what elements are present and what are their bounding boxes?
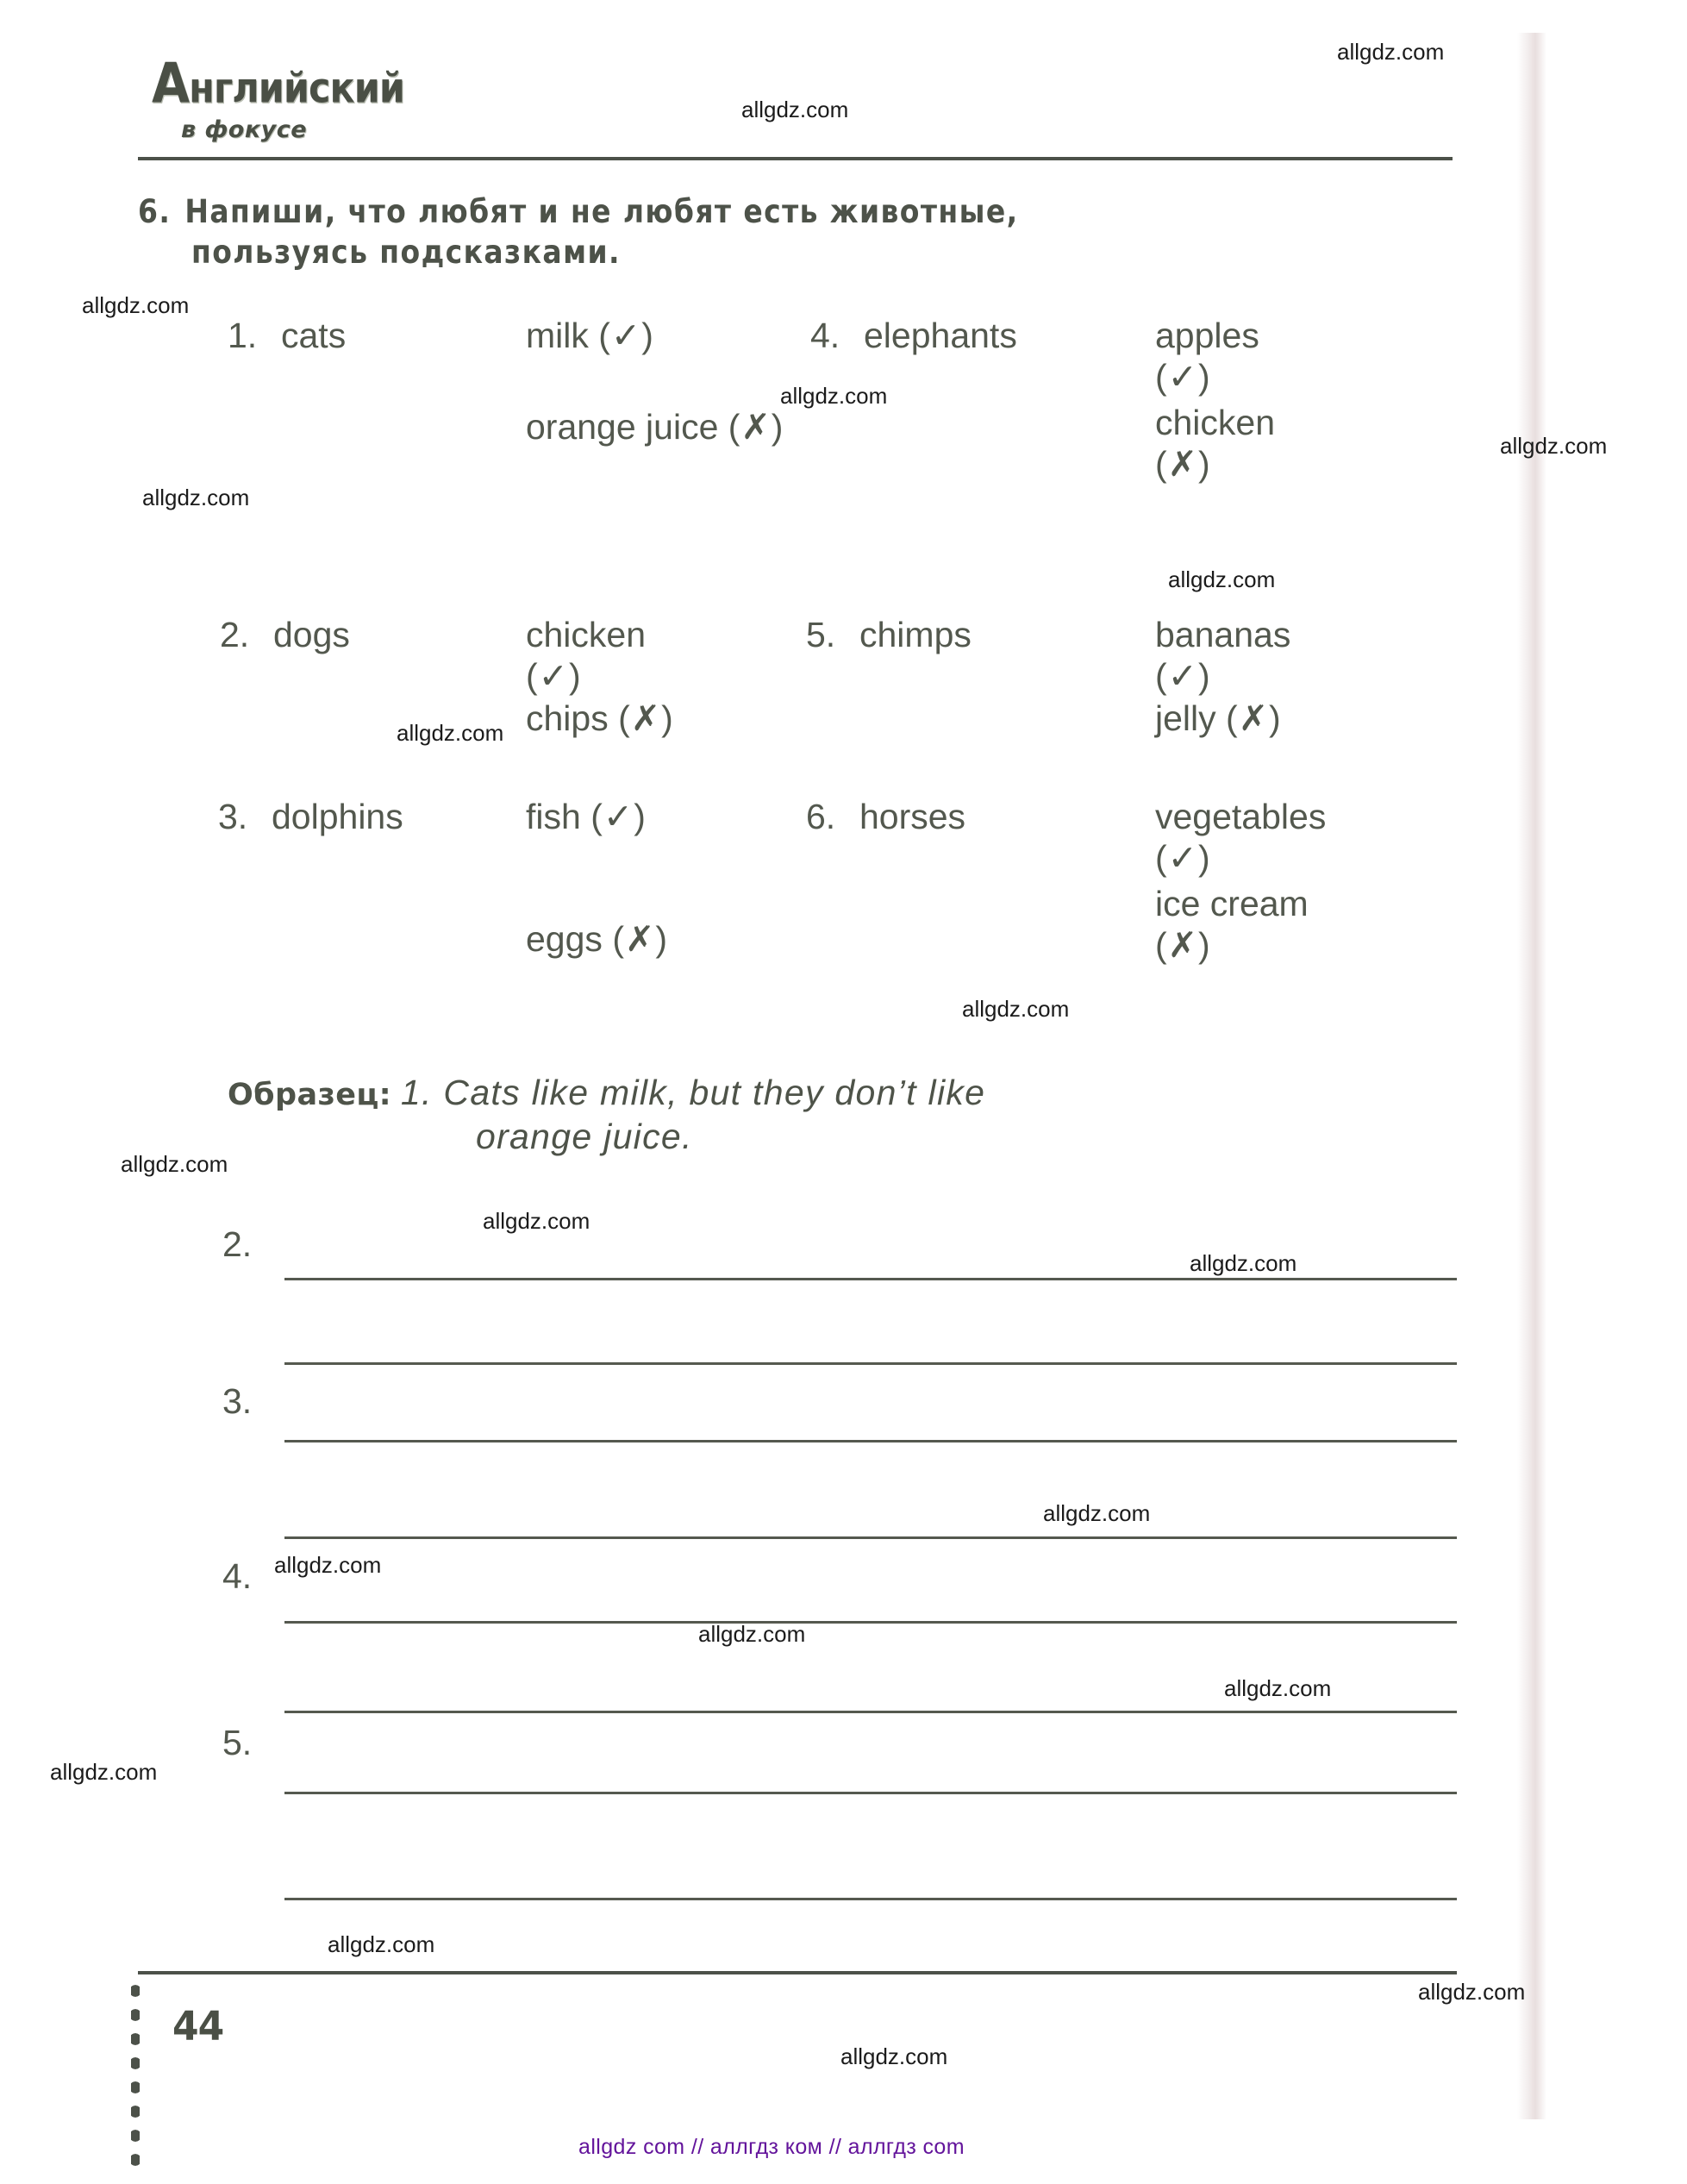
check-icon: (✓) [590, 797, 647, 836]
watermark: allgdz.com [1190, 1250, 1297, 1276]
cross-icon: (✗) [618, 698, 674, 738]
prompt-foods-4 [1155, 315, 1414, 485]
answer-writing-line[interactable] [284, 1362, 1457, 1365]
task-number: 6. [138, 192, 172, 230]
watermark: allgdz.com [483, 1208, 590, 1234]
logo-main-text [152, 52, 404, 116]
footer-rule-upper [284, 1898, 1457, 1900]
watermark: allgdz.com [50, 1759, 158, 1785]
prompt-foods-3 [526, 796, 810, 961]
answer-slot-number-5: 5. [222, 1723, 253, 1762]
prompt-row-4 [810, 315, 1017, 356]
prompt-dislike-word-2: chips [526, 698, 609, 738]
watermark: allgdz.com [962, 996, 1070, 1022]
watermark: allgdz.com [780, 383, 888, 409]
prompt-like-word-2: chicken [526, 615, 647, 654]
watermark: allgdz.com [1337, 39, 1445, 65]
prompt-row-5 [806, 614, 972, 655]
prompt-foods-5 [1155, 614, 1414, 739]
prompt-dislike-word-4: chicken [1155, 402, 1276, 442]
watermark: allgdz.com [840, 2043, 948, 2069]
prompt-animal-6: horses [859, 797, 966, 836]
prompt-dislike-word-3: eggs [526, 919, 603, 960]
answer-writing-line[interactable] [284, 1792, 1457, 1794]
prompt-row-1 [228, 315, 346, 356]
prompt-number-6: 6. [806, 797, 836, 836]
example-label: Образец: [228, 1078, 392, 1112]
prompt-animal-5: chimps [859, 615, 972, 654]
task-heading-line-2: пользуясь подсказками. [191, 233, 621, 272]
check-icon: (✓) [526, 656, 582, 697]
answer-slot-number-2: 2. [222, 1224, 253, 1264]
answer-writing-line[interactable] [284, 1621, 1457, 1624]
watermark: allgdz.com [1168, 566, 1276, 592]
answer-writing-line[interactable] [284, 1711, 1457, 1713]
prompt-row-3 [218, 796, 403, 837]
prompt-dislike-word-6: ice cream [1155, 883, 1309, 923]
prompt-like-word-4: apples [1155, 316, 1259, 355]
prompt-animal-4: elephants [864, 316, 1017, 355]
cross-icon: (✗) [1226, 698, 1282, 738]
answer-writing-line[interactable] [284, 1440, 1457, 1442]
example-block [228, 1071, 1452, 1158]
footer-rule-lower [138, 1971, 1457, 1974]
answer-writing-line[interactable] [284, 1536, 1457, 1539]
watermark: allgdz.com [142, 485, 250, 510]
prompt-animal-1: cats [281, 316, 347, 355]
watermark: allgdz.com [741, 97, 849, 122]
prompt-like-5 [1155, 614, 1414, 698]
page-edge-shadow [1517, 33, 1546, 2119]
prompt-number-4: 4. [810, 316, 840, 355]
prompt-like-6 [1155, 796, 1440, 879]
check-icon: (✓) [1155, 357, 1211, 397]
prompt-like-3 [526, 796, 810, 837]
prompt-like-word-1: milk [526, 316, 589, 355]
page-number: 44 [172, 2003, 224, 2050]
spotlight-logo [152, 52, 404, 143]
check-icon: (✓) [1155, 656, 1211, 697]
prompt-like-word-3: fish [526, 797, 581, 836]
prompt-dislike-word-1: orange juice [526, 407, 719, 447]
answer-slot-number-4: 4. [222, 1556, 253, 1596]
task-heading-line-1: Напиши, что любят и не любят есть животные, [184, 192, 1019, 230]
cross-icon: (✗) [728, 407, 784, 447]
logo-initial: А [152, 52, 190, 116]
watermark: allgdz.com [698, 1621, 806, 1647]
watermark: allgdz.com [1500, 433, 1608, 459]
header-rule [138, 157, 1453, 160]
prompt-foods-1 [526, 315, 810, 448]
prompt-animal-2: dogs [273, 615, 350, 654]
footer-site-links: allgdz com // аллгдз ком // аллгдз com [578, 2135, 965, 2159]
prompt-row-6 [806, 796, 965, 837]
prompt-dislike-5 [1155, 698, 1414, 739]
watermark: allgdz.com [1224, 1675, 1332, 1701]
watermark: allgdz.com [121, 1151, 228, 1177]
watermark: allgdz.com [1043, 1500, 1151, 1526]
task-heading [138, 191, 1465, 273]
watermark: allgdz.com [328, 1931, 435, 1957]
cross-icon: (✗) [1155, 444, 1211, 485]
answer-writing-line[interactable] [284, 1278, 1457, 1280]
prompt-foods-2 [526, 614, 810, 739]
example-sentence-line-2: orange juice. [476, 1116, 693, 1156]
prompt-number-5: 5. [806, 615, 836, 654]
prompt-like-2 [526, 614, 810, 698]
watermark: allgdz.com [397, 720, 504, 746]
cross-icon: (✗) [612, 919, 668, 960]
prompt-dislike-1 [526, 406, 810, 447]
prompt-number-2: 2. [220, 615, 250, 654]
prompt-animal-3: dolphins [272, 797, 403, 836]
watermark: allgdz.com [1418, 1979, 1526, 2005]
prompt-dislike-2 [526, 698, 810, 739]
check-icon: (✓) [598, 316, 654, 355]
prompt-like-word-6: vegetables [1155, 797, 1327, 836]
prompt-dislike-4 [1155, 402, 1414, 485]
prompt-foods-6 [1155, 796, 1440, 967]
prompt-like-word-5: bananas [1155, 615, 1291, 654]
logo-main-rest: нглийский [189, 64, 404, 113]
prompt-like-4 [1155, 315, 1414, 398]
prompt-dislike-word-5: jelly [1155, 698, 1216, 738]
prompt-like-1 [526, 315, 810, 356]
watermark: allgdz.com [82, 292, 190, 318]
logo-sub-text: в фокусе [181, 116, 308, 143]
prompt-row-2 [220, 614, 350, 655]
check-icon: (✓) [1155, 838, 1211, 879]
example-sentence-line-1: 1. Cats like milk, but they don’t like [400, 1073, 986, 1112]
prompt-dislike-6 [1155, 883, 1440, 967]
prompt-dislike-3 [526, 918, 810, 960]
cross-icon: (✗) [1155, 925, 1211, 966]
answer-slot-number-3: 3. [222, 1381, 253, 1421]
prompt-number-1: 1. [228, 316, 258, 355]
prompt-number-3: 3. [218, 797, 248, 836]
watermark: allgdz.com [274, 1552, 382, 1578]
